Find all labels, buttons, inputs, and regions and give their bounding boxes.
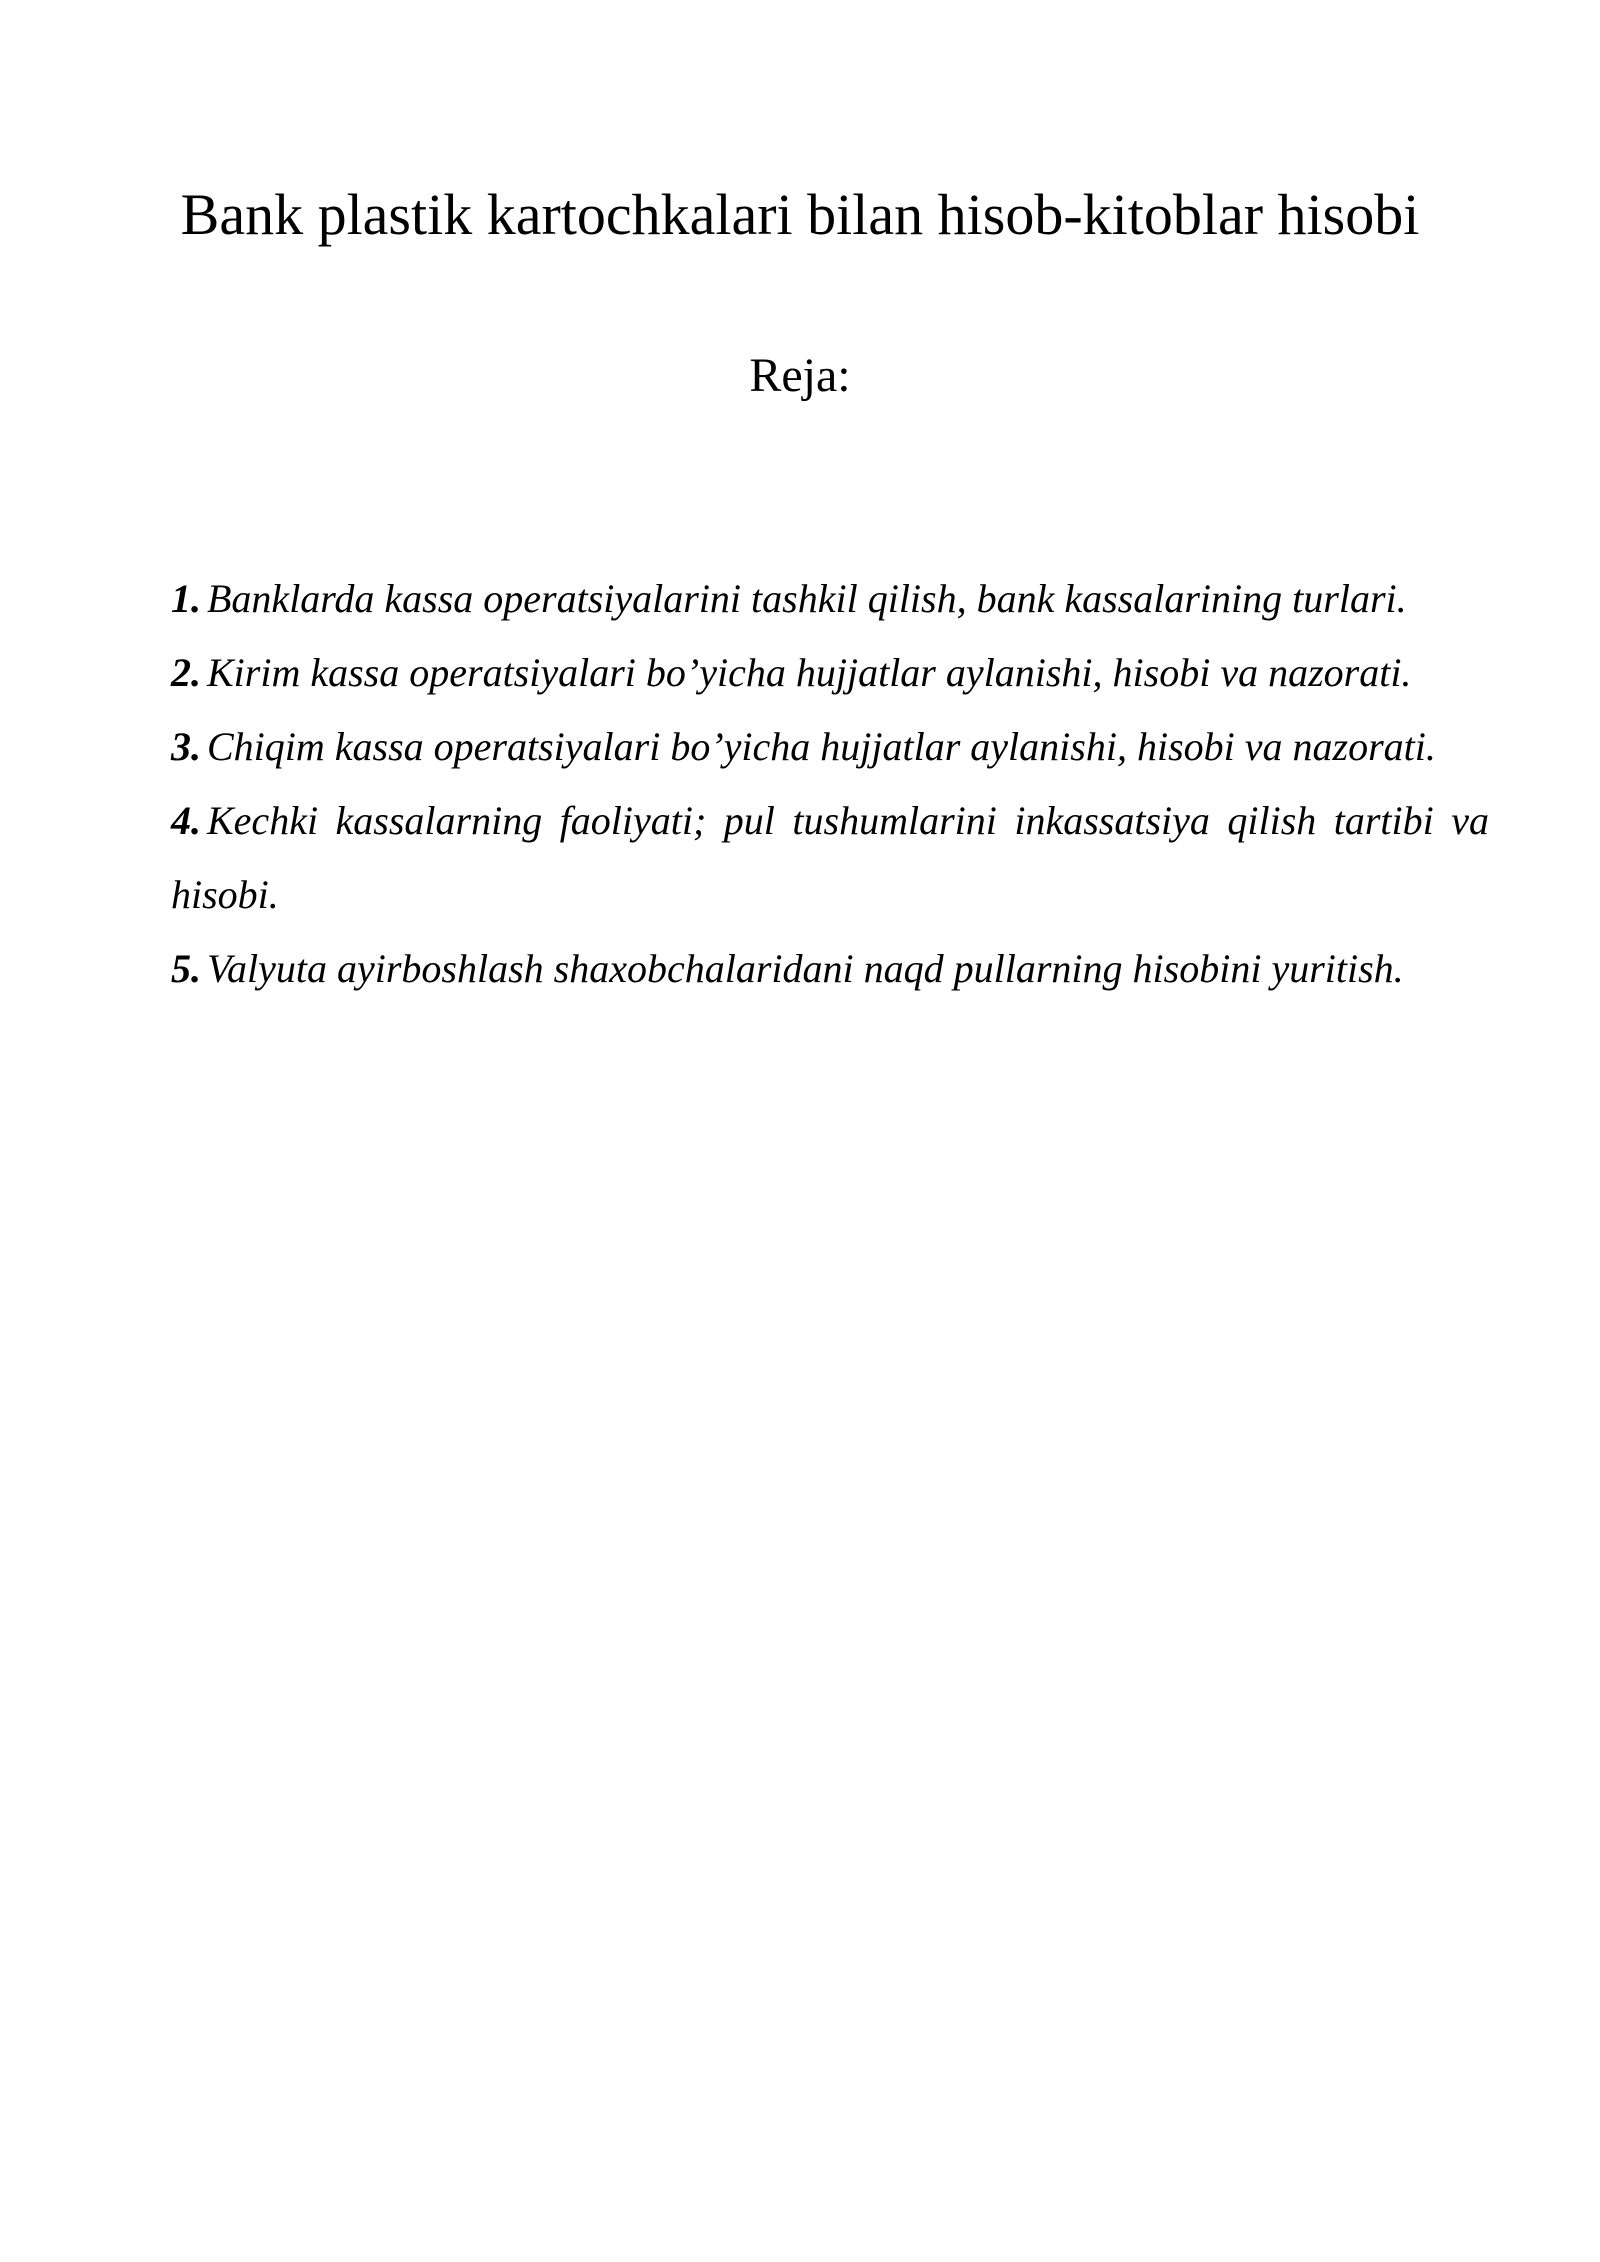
plan-item [171,932,1489,1006]
plan-item-number: 5. [171,946,201,991]
plan-item-number: 1. [171,576,201,621]
plan-item-text: Kechki kassalarning faoliyati; pul tushumlarini inkassatsiya qilish tartibi va hisobi. [171,798,1489,917]
plan-list [171,562,1489,1006]
plan-item [171,636,1489,710]
plan-item-text: Kirim kassa operatsiyalari bo’yicha hujjatlar aylanishi, hisobi va nazorati. [207,650,1412,695]
plan-item-number: 3. [171,724,201,769]
plan-item-text: Banklarda kassa operatsiyalarini tashkil qilish, bank kassalarining turlari. [207,576,1407,621]
plan-heading: Reja: [749,349,851,402]
plan-item-text: Valyuta ayirboshlash shaxobchalaridani naqd pullarning hisobini yuritish. [207,946,1404,991]
plan-item-number: 4. [171,798,201,843]
plan-item [171,784,1489,932]
plan-item-text: Chiqim kassa operatsiyalari bo’yicha hujjatlar aylanishi, hisobi va nazorati. [207,724,1436,769]
document-title: Bank plastik kartochkalari bilan hisob-kitoblar hisobi [180,181,1420,247]
plan-item-number: 2. [171,650,201,695]
plan-item [171,710,1489,784]
plan-item [171,562,1489,636]
